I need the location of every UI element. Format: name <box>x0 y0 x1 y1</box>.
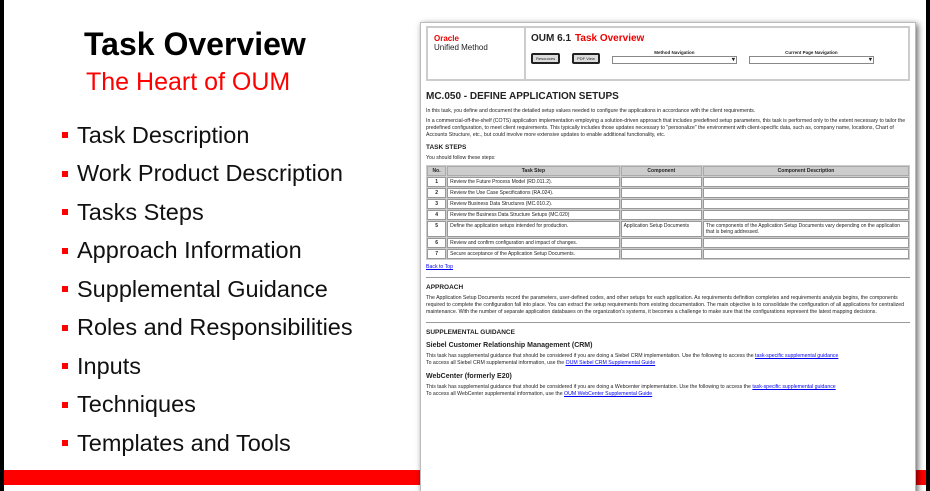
crm-guide-link[interactable]: OUM Siebel CRM Supplemental Guide <box>565 360 656 367</box>
bullet-label: Task Description <box>77 121 250 148</box>
table-cell: 2 <box>427 188 446 198</box>
bullet-square-icon <box>62 325 68 331</box>
bullet-label: Work Product Description <box>77 160 343 187</box>
bullet-square-icon <box>62 209 68 215</box>
table-cell: The components of the Application Setup Documents vary depending on the application that is being addressed. <box>703 221 909 237</box>
bullet-square-icon <box>62 363 68 369</box>
bullet-item <box>62 270 353 309</box>
task-heading: MC.050 - DEFINE APPLICATION SETUPS <box>426 91 619 102</box>
table-cell: Application Setup Documents <box>621 221 702 237</box>
crm-guidance-link[interactable]: task-specific supplemental guidance <box>755 353 839 360</box>
oum-header <box>426 26 910 81</box>
table-cell: 4 <box>427 210 446 220</box>
table-row <box>427 238 909 248</box>
bullet-square-icon <box>62 248 68 254</box>
table-cell: Review and confirm configuration and impact of changes. <box>447 238 619 248</box>
table-cell <box>621 249 702 259</box>
slide <box>4 0 926 491</box>
wc-guide-link[interactable]: OUM WebCenter Supplemental Guide <box>564 391 653 398</box>
table-cell: Review Business Data Structures (MC.010.2). <box>447 199 619 209</box>
table-row <box>427 210 909 220</box>
table-cell <box>703 249 909 259</box>
column-header: Component Description <box>703 166 909 176</box>
table-row <box>427 177 909 187</box>
wc-text-1: This task has supplemental guidance that should be considered if you are doing a Webcenter implementation. Use the following to access the <box>426 384 753 391</box>
bullet-label: Templates and Tools <box>77 429 291 456</box>
method-navigation-select[interactable] <box>612 56 737 64</box>
table-cell <box>703 199 909 209</box>
table-cell: Review the Future Process Model (RD.011.2). <box>447 177 619 187</box>
bullet-item <box>62 347 353 386</box>
crm-text <box>426 353 910 367</box>
resources-button[interactable]: Resources <box>531 53 560 64</box>
divider <box>426 277 910 278</box>
webcenter-text <box>426 384 910 398</box>
table-row <box>427 221 909 237</box>
task-steps-heading: TASK STEPS <box>426 144 467 152</box>
wc-text-2: To access all WebCenter supplemental information, use the <box>426 391 565 398</box>
bullet-square-icon <box>62 286 68 292</box>
intro-text: In this task, you define and document the detailed setup values needed to configure the applications in accordance with the client requirements. <box>426 108 756 114</box>
logo-unified-method: Unified Method <box>434 43 488 52</box>
wc-guidance-link[interactable]: task-specific supplemental guidance <box>752 384 836 391</box>
oracle-logo <box>428 28 526 79</box>
bullet-item <box>62 232 353 271</box>
table-cell <box>621 177 702 187</box>
column-header: Component <box>621 166 702 176</box>
bullet-square-icon <box>62 132 68 138</box>
table-cell <box>703 188 909 198</box>
slide-subtitle: The Heart of OUM <box>86 68 291 96</box>
column-header: No. <box>427 166 446 176</box>
table-cell <box>621 188 702 198</box>
cots-text: In a commercial-off-the-shelf (COTS) application implementation employing a solution-driven approach that includes predefined setup parameters, this task is performed only to the extent necessary to tailor the predefined configuration, to meet client requirements. This typically includes those updates necessary to "personalize" the environment with client-specific data, such as, company name, locations, Chart of Accounts Structure, etc., but could involve more extensive updates to enable additional functionality, etc. <box>426 118 906 139</box>
bullet-item <box>62 155 353 194</box>
oum-screenshot <box>420 22 916 491</box>
table-cell: 6 <box>427 238 446 248</box>
bullet-label: Approach Information <box>77 237 302 264</box>
approach-heading: APPROACH <box>426 284 464 292</box>
product-name: OUM 6.1 <box>531 33 572 44</box>
bullet-item <box>62 386 353 425</box>
crm-heading: Siebel Customer Relationship Management (CRM) <box>426 342 593 350</box>
slide-title: Task Overview <box>84 26 306 62</box>
pdf-view-button[interactable]: PDF View <box>572 53 600 64</box>
crm-text-2: To access all Siebel CRM supplemental information, use the <box>426 360 566 367</box>
bullet-label: Techniques <box>77 391 196 418</box>
supplemental-heading: SUPPLEMENTAL GUIDANCE <box>426 329 515 337</box>
table-cell: 1 <box>427 177 446 187</box>
table-cell <box>703 238 909 248</box>
column-header: Task Step <box>447 166 619 176</box>
task-steps-table <box>426 165 910 260</box>
bullet-item <box>62 309 353 348</box>
bullet-label: Inputs <box>77 352 142 379</box>
table-cell <box>621 199 702 209</box>
approach-text: The Application Setup Documents record the parameters, user-defined codes, and other setups for each application. As requirements definition completes and requirements analysis begins, the components required to complete the configuration fall into place. You can extract the setup requirements from existing documentation. The main objective is to consolidate the configuration of all applications for centralized maintenance. With the number of separate application databases on the organization's systems, it becomes a challenge to make sure that the configurations represent the latest mapping decisions. <box>426 295 905 316</box>
method-nav-label: Method Navigation <box>654 50 695 55</box>
table-cell <box>621 238 702 248</box>
page-name: Task Overview <box>575 33 645 44</box>
bullet-list <box>62 116 353 463</box>
bullet-label: Roles and Responsibilities <box>77 314 353 341</box>
table-cell: Review the Use Case Specifications (RA.024). <box>447 188 619 198</box>
bullet-square-icon <box>62 171 68 177</box>
bullet-square-icon <box>62 402 68 408</box>
table-cell: Review the Business Data Structure Setups (MC.020) <box>447 210 619 220</box>
crm-text-1: This task has supplemental guidance that should be considered if you are doing a Siebel CRM implementation. Use the following to access the <box>426 353 756 360</box>
bullet-square-icon <box>62 440 68 446</box>
bullet-item <box>62 116 353 155</box>
page-nav-label: Current Page Navigation <box>785 50 838 55</box>
table-cell <box>703 177 909 187</box>
table-row <box>427 249 909 259</box>
logo-oracle: Oracle <box>434 34 459 43</box>
steps-intro: You should follow these steps: <box>426 155 496 162</box>
bullet-label: Supplemental Guidance <box>77 275 328 302</box>
table-cell: 5 <box>427 221 446 237</box>
page-navigation-select[interactable] <box>749 56 874 64</box>
divider <box>426 322 910 323</box>
header-title <box>531 33 903 44</box>
webcenter-heading: WebCenter (formerly E20) <box>426 373 512 381</box>
bullet-item <box>62 193 353 232</box>
table-cell <box>621 210 702 220</box>
table-cell: Define the application setups intended for production. <box>447 221 619 237</box>
table-cell: 7 <box>427 249 446 259</box>
table-cell: Secure acceptance of the Application Setup Documents. <box>447 249 619 259</box>
table-row <box>427 199 909 209</box>
table-cell: 3 <box>427 199 446 209</box>
back-to-top-link[interactable]: Back to Top <box>426 264 454 271</box>
table-cell <box>703 210 909 220</box>
bullet-item <box>62 424 353 463</box>
bullet-label: Tasks Steps <box>77 198 204 225</box>
table-row <box>427 188 909 198</box>
